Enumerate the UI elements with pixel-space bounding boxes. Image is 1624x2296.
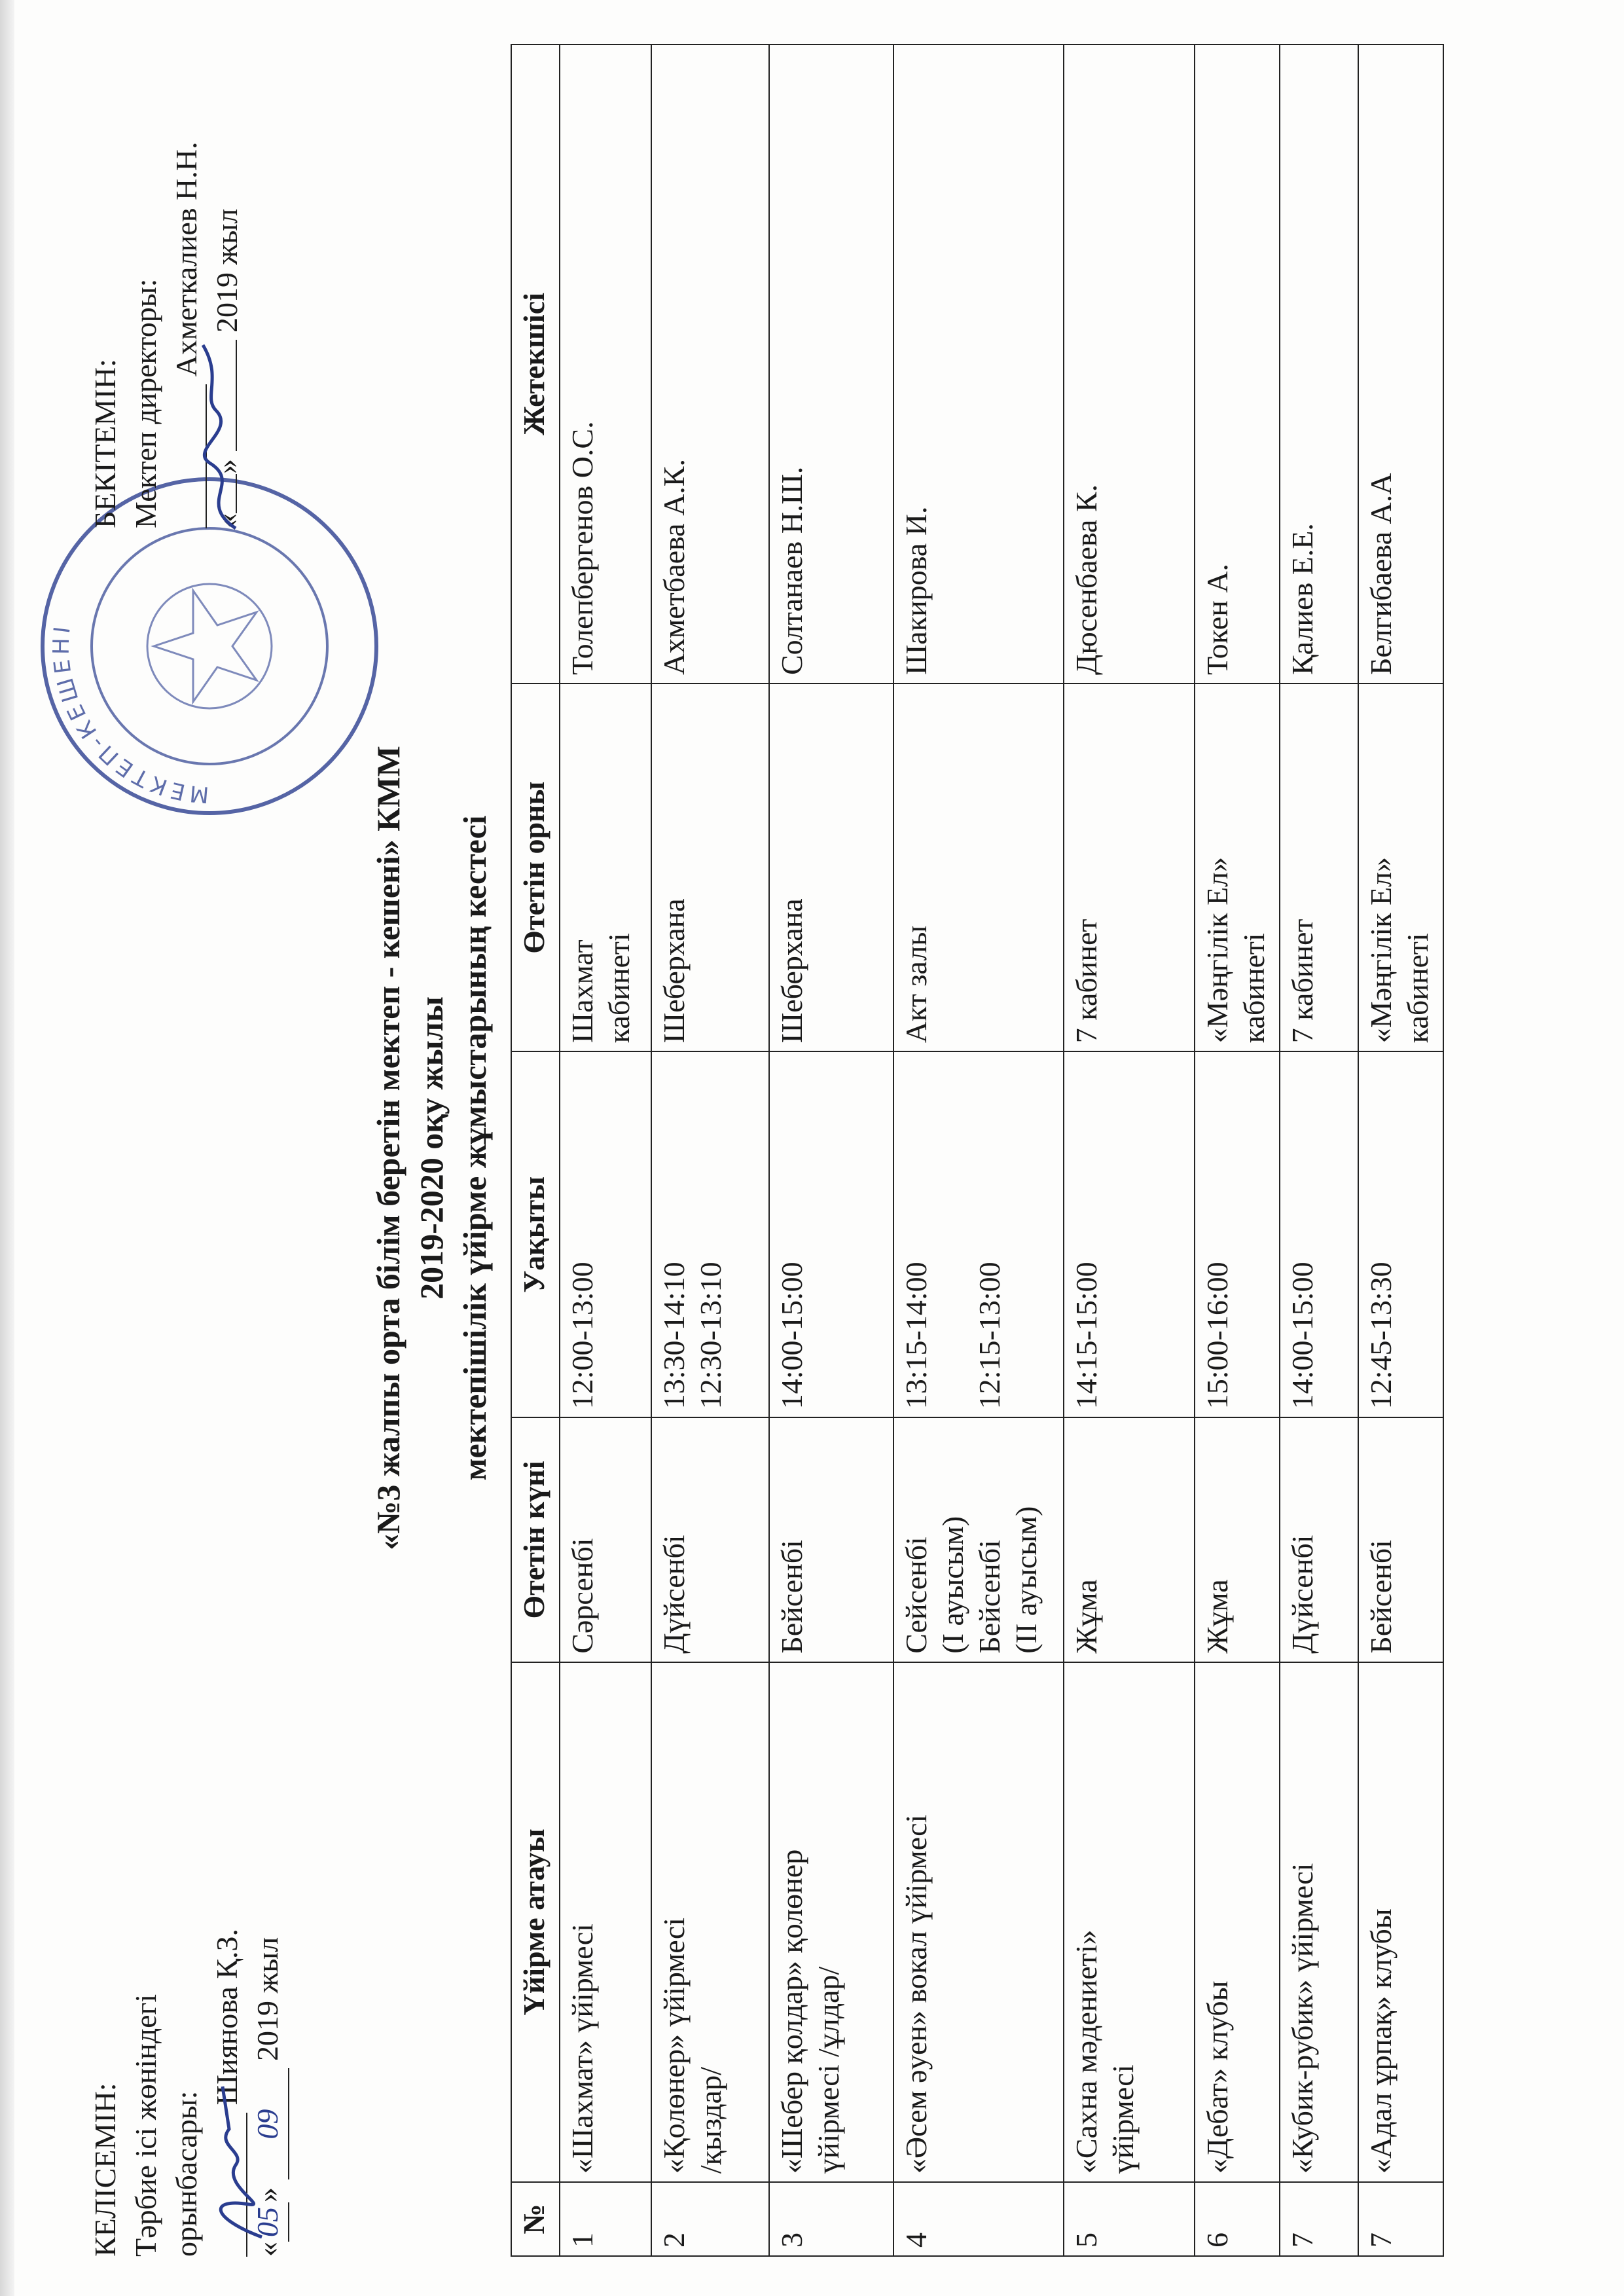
table-row: [1064, 45, 1195, 2256]
school-year: 2019-2020 оқу жылы: [413, 996, 450, 1300]
table-row: [560, 45, 651, 2256]
svg-text:МЕКТЕП-КЕШЕНІ: [48, 621, 210, 808]
approval-signature-line-right: [166, 31, 207, 528]
cell-club-name: «Сахна мәдениеті» үйірмесі: [1064, 1662, 1195, 2182]
cell-club-name: «Шахмат» үйірмесі: [560, 1662, 651, 2182]
approval-date-right: [207, 31, 247, 528]
table-row: [893, 45, 1064, 2256]
approver-name: Шиянова Қ.З.: [210, 1928, 244, 2105]
cell-day: Дүйсенбі: [1280, 1417, 1358, 1662]
approval-signature-line: [207, 1785, 247, 2257]
cell-number: 7: [1358, 2182, 1443, 2256]
cell-place: 7 кабинет: [1280, 683, 1358, 1051]
header-leader: Жетекшісі: [511, 45, 560, 683]
cell-place: Шеберхана: [651, 683, 769, 1051]
approval-position-line2: орынбасары:: [170, 2090, 203, 2257]
cell-number: 5: [1064, 2182, 1195, 2256]
table-row: [1280, 45, 1358, 2256]
cell-club-name: «Шебер қолдар» қолөнер үйірмесі /ұлдар/: [769, 1662, 893, 2182]
cell-day: Жұма: [1195, 1417, 1280, 1662]
table-row: [1358, 45, 1443, 2256]
cell-place: Шеберхана: [769, 683, 893, 1051]
approval-position-right: Мектеп директоры:: [129, 278, 162, 528]
signature-underline: [220, 2113, 247, 2257]
header-number: №: [511, 2182, 560, 2256]
date-year: 2019 жыл: [251, 1937, 284, 2061]
cell-time: 12:45-13:30: [1358, 1051, 1443, 1417]
director-name: Ахметкалиев Н.Н.: [170, 141, 203, 377]
cell-time: 14:15-15:00: [1064, 1051, 1195, 1417]
cell-place: 7 кабинет: [1064, 683, 1195, 1051]
cell-number: 1: [560, 2182, 651, 2256]
approval-position-line1: Тәрбие ісі жөніндегі: [129, 1994, 162, 2257]
cell-day: Сәрсенбі: [560, 1417, 651, 1662]
approval-block-agreed: [85, 1785, 289, 2257]
header-place: Өтетін орны: [511, 683, 560, 1051]
cell-club-name: «Әсем әуен» вокал үйірмесі: [893, 1662, 1064, 2182]
cell-day: Дүйсенбі: [651, 1417, 769, 1662]
approval-heading: КЕЛІСЕМІН:: [88, 2083, 122, 2257]
cell-day: Бейсенбі: [1358, 1417, 1443, 1662]
document-title-block: [367, 0, 496, 2296]
cell-day: Жұма: [1064, 1417, 1195, 1662]
cell-time: 14:00-15:00: [769, 1051, 893, 1417]
document-title: «№3 жалпы орта білім беретін мектеп - кешені» КММ: [370, 746, 406, 1550]
cell-day: Бейсенбі: [769, 1417, 893, 1662]
cell-number: 2: [651, 2182, 769, 2256]
cell-time: 13:30-14:10 12:30-13:10: [651, 1051, 769, 1417]
table-row: [651, 45, 769, 2256]
cell-leader: Дюсенбаева К.: [1064, 45, 1195, 683]
cell-number: 4: [893, 2182, 1064, 2256]
date-quote-open: «: [251, 2242, 284, 2257]
cell-place: Шахмат кабинеті: [560, 683, 651, 1051]
header-club-name: Үйірме атауы: [511, 1662, 560, 2182]
cell-time: 15:00-16:00: [1195, 1051, 1280, 1417]
cell-number: 7: [1280, 2182, 1358, 2256]
club-schedule-table: [511, 44, 1444, 2257]
cell-leader: Белгибаева А.А: [1358, 45, 1443, 683]
date-year-right: 2019 жыл: [210, 208, 244, 333]
approval-block-approved: [85, 31, 247, 528]
cell-club-name: «Дебат» клубы: [1195, 1662, 1280, 2182]
cell-club-name: «Адал ұрпақ» клубы: [1358, 1662, 1443, 2182]
date-day-right: [236, 474, 237, 513]
cell-leader: Токен А.: [1195, 45, 1280, 683]
approval-date: [247, 1785, 289, 2257]
cell-place: «Мәңгілік Ел» кабинеті: [1195, 683, 1280, 1051]
cell-leader: Қалиев Е.Е.: [1280, 45, 1358, 683]
cell-place: «Мәңгілік Ел» кабинеті: [1358, 683, 1443, 1051]
cell-leader: Солтанаев Н.Ш.: [769, 45, 893, 683]
header-day: Өтетін күні: [511, 1417, 560, 1662]
approval-heading-right: БЕКІТЕМІН:: [88, 359, 122, 528]
date-day: 05: [247, 2202, 289, 2242]
cell-number: 3: [769, 2182, 893, 2256]
cell-leader: Толепбергенов О.С.: [560, 45, 651, 683]
cell-leader: Шакирова И.: [893, 45, 1064, 683]
date-quote-close-right: »: [210, 459, 244, 474]
cell-day: Сейсенбі (І ауысым) Бейсенбі (ІІ ауысым): [893, 1417, 1064, 1662]
cell-leader: Ахметбаева А.К.: [651, 45, 769, 683]
cell-club-name: «Қолөнер» үйірмесі /қыздар/: [651, 1662, 769, 2182]
date-month: 09: [247, 2069, 289, 2180]
table-row: [769, 45, 893, 2256]
document-subtitle: мектепішілік үйірме жұмыстарының кестесі: [456, 815, 493, 1481]
cell-number: 6: [1195, 2182, 1280, 2256]
signature-underline-right: [179, 384, 207, 528]
seal-ring-text: МЕКТЕП-КЕШЕНІ: [48, 621, 210, 808]
date-quote-close: »: [251, 2187, 284, 2202]
table-header-row: [511, 45, 560, 2256]
date-month-right: [236, 340, 237, 452]
table-row: [1195, 45, 1280, 2256]
cell-time: 13:15-14:00 12:15-13:00: [893, 1051, 1064, 1417]
header-time: Уақыты: [511, 1051, 560, 1417]
cell-time: 12:00-13:00: [560, 1051, 651, 1417]
cell-place: Акт залы: [893, 683, 1064, 1051]
cell-club-name: «Кубик-рубик» үйірмесі: [1280, 1662, 1358, 2182]
cell-time: 14:00-15:00: [1280, 1051, 1358, 1417]
date-quote-open-right: «: [210, 513, 244, 528]
